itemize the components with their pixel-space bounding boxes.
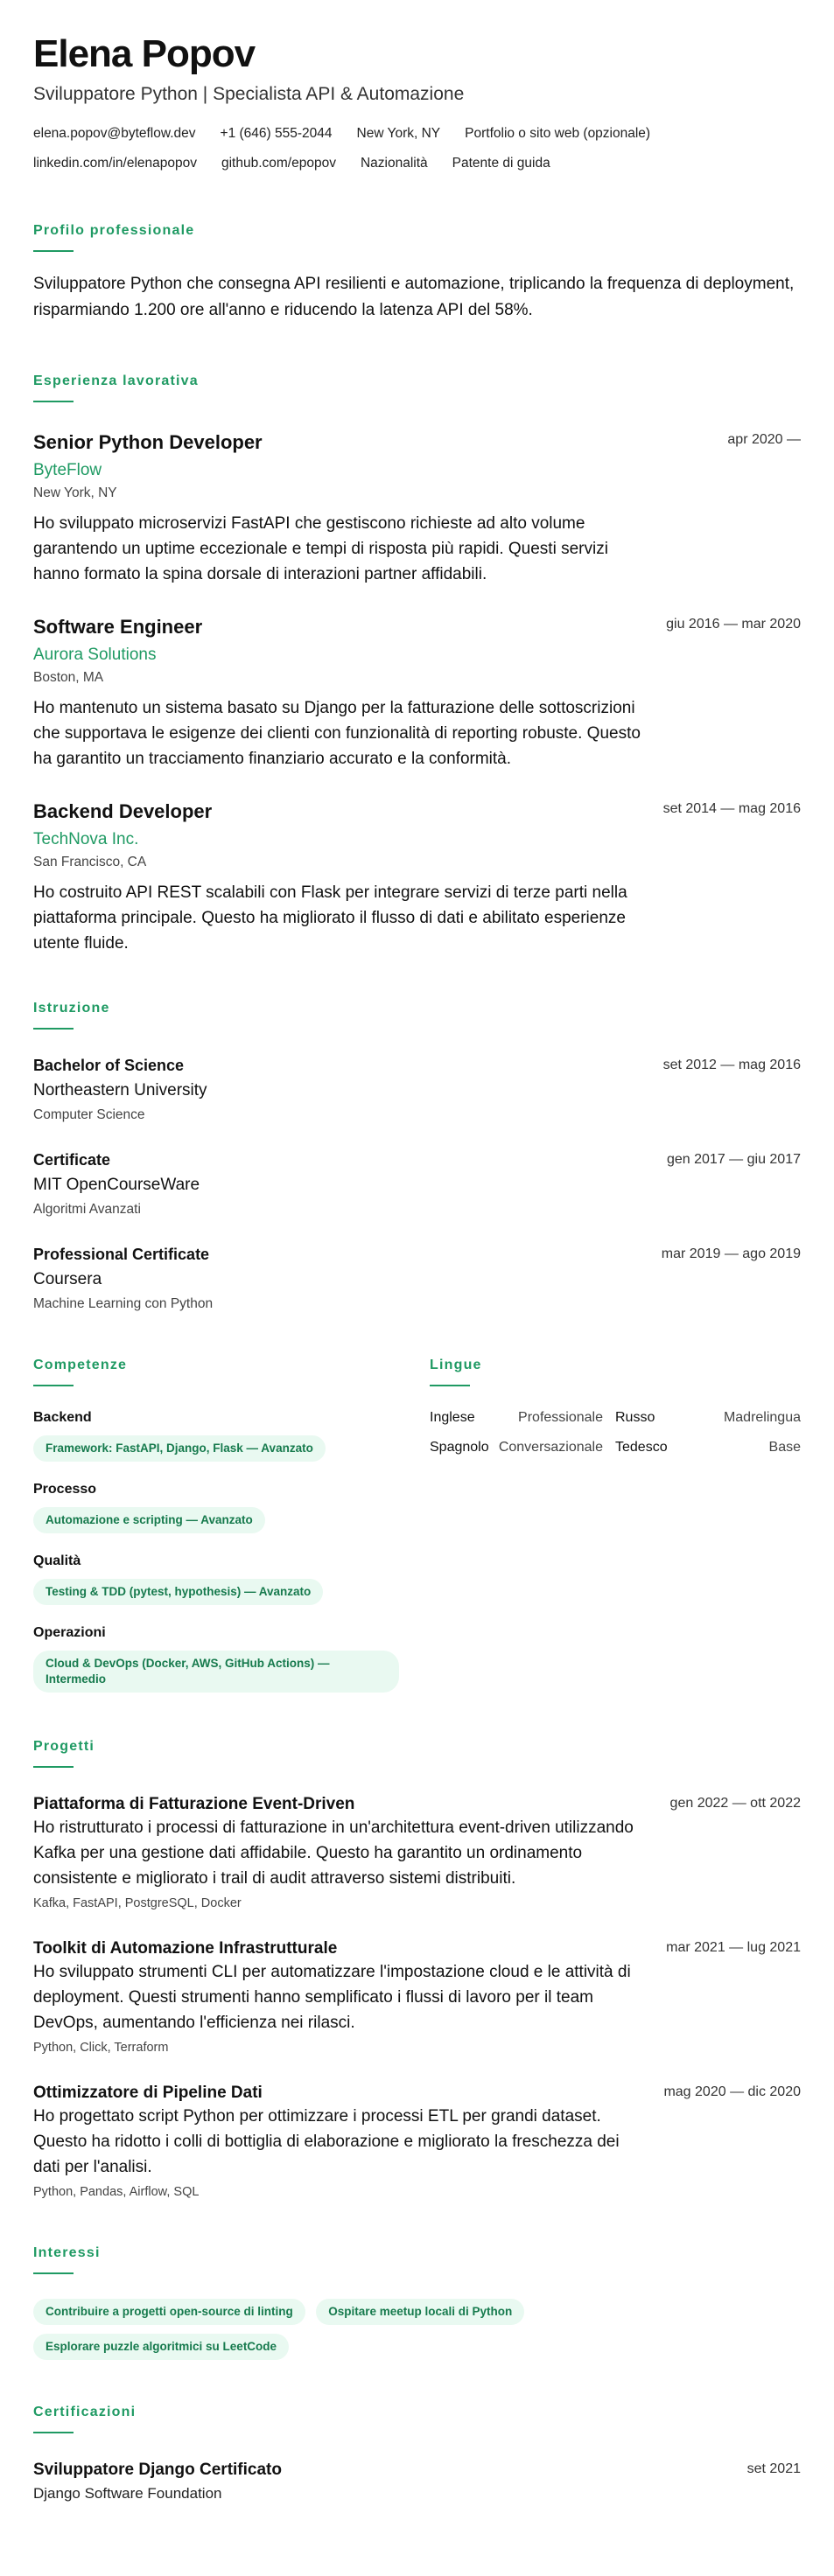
job-company: TechNova Inc. (33, 830, 139, 848)
profile-summary: Sviluppatore Python che consegna API resilienti e automazione, triplicando la frequenza di deployment, risparmiando 1.200 ore all'anno e riducendo la latenza API del 58%. (33, 275, 795, 319)
language-level: Base (768, 1440, 801, 1455)
section-divider (33, 1028, 74, 1030)
skill-group (33, 1553, 430, 1605)
contact-email[interactable]: elena.popov@byteflow.dev (33, 126, 196, 141)
education-school: MIT OpenCourseWare (33, 1176, 200, 1194)
section-divider (33, 1385, 74, 1386)
section-divider (33, 2272, 74, 2274)
education-degree: Bachelor of Science (33, 1057, 185, 1074)
education-entry (33, 1245, 801, 1313)
skill-chip: Framework: FastAPI, Django, Flask — Avanzato (33, 1435, 326, 1462)
skills-languages-row (33, 1357, 801, 1693)
job-location: Boston, MA (33, 670, 104, 685)
job-description: Ho costruito API REST scalabili con Flask per integrare servizi di terze parti nella piattaforma principale. Questo ha migliorato il flusso di dati e abilitato esperienze utente fluide. (33, 883, 627, 953)
section-heading: Certificazioni (33, 2405, 137, 2419)
language-name: Russo (615, 1410, 655, 1425)
language-level: Madrelingua (723, 1410, 801, 1425)
project-entry (33, 1794, 801, 1912)
contact-portfolio[interactable]: Portfolio o sito web (opzionale) (465, 126, 651, 141)
interest-chip: Esplorare puzzle algoritmici su LeetCode (33, 2334, 289, 2360)
education-dates: mar 2019 — ago 2019 (661, 1246, 801, 1261)
certification-entry (33, 2460, 801, 2503)
project-dates: mag 2020 — dic 2020 (663, 2084, 801, 2099)
education-section (33, 1000, 801, 1313)
candidate-title: Sviluppatore Python | Specialista API & Automazione (33, 84, 465, 104)
job-location: San Francisco, CA (33, 855, 147, 869)
certifications-section (33, 2404, 801, 2503)
job-title: Backend Developer (33, 800, 213, 822)
job-description: Ho sviluppato microservizi FastAPI che gestiscono richieste ad alto volume garantendo un uptime eccezionale e tempi di risposta più rapidi. Questi servizi hanno formato la spina dorsale di interazioni partner affidabili. (33, 514, 608, 583)
project-description: Ho progettato script Python per ottimizzare i processi ETL per grandi dataset. Questo ha ridotto i colli di bottiglia di elaborazione e migliorato la freschezza dei dati per l'analisi. (33, 2107, 620, 2176)
skill-chip: Cloud & DevOps (Docker, AWS, GitHub Actions) — Intermedio (33, 1651, 399, 1693)
contact-list (33, 124, 803, 173)
section-divider (33, 401, 74, 402)
language-item (615, 1439, 801, 1456)
section-heading: Progetti (33, 1739, 95, 1754)
project-title: Ottimizzatore di Pipeline Dati (33, 2084, 263, 2102)
project-entry (33, 1938, 801, 2056)
section-divider (430, 1385, 470, 1386)
language-item (430, 1409, 603, 1427)
education-school: Coursera (33, 1270, 102, 1288)
section-heading: Competenze (33, 1358, 128, 1372)
interests-section (33, 2244, 801, 2360)
certification-issuer: Django Software Foundation (33, 2485, 222, 2502)
project-description: Ho ristrutturato i processi di fatturazione in un'architettura event-driven utilizzando Kafka per una gestione dati affidabile. Questo ha garantito un ordinamento consistente e migliorato i trail di audit attraverso sistemi distribuiti. (33, 1819, 634, 1888)
project-description: Ho sviluppato strumenti CLI per automatizzare l'impostazione cloud e le attività di deployment. Questi strumenti hanno semplificato i flussi di lavoro per il team DevOps, aumentando l'efficienza nei rilasci. (33, 1963, 631, 2032)
skill-group-name: Backend (33, 1410, 92, 1425)
section-heading: Esperienza lavorativa (33, 373, 199, 388)
skills-section (33, 1357, 430, 1693)
contact-linkedin[interactable]: linkedin.com/in/elenapopov (33, 156, 197, 171)
project-title: Piattaforma di Fatturazione Event-Driven (33, 1795, 355, 1813)
language-item (430, 1439, 603, 1456)
skill-group-name: Operazioni (33, 1625, 106, 1640)
job-entry (33, 615, 801, 771)
section-divider (33, 250, 74, 252)
contact-driving-license: Patente di guida (452, 156, 550, 171)
language-list (430, 1409, 801, 1456)
project-tech: Python, Pandas, Airflow, SQL (33, 2185, 200, 2199)
job-location: New York, NY (33, 485, 117, 500)
project-dates: mar 2021 — lug 2021 (666, 1940, 801, 1955)
projects-section (33, 1738, 801, 2201)
education-field: Computer Science (33, 1107, 145, 1122)
education-dates: set 2012 — mag 2016 (662, 1058, 801, 1072)
language-name: Spagnolo (430, 1440, 489, 1455)
languages-section (430, 1357, 801, 1693)
certification-name: Sviluppatore Django Certificato (33, 2461, 282, 2479)
education-degree: Certificate (33, 1151, 111, 1169)
job-company: ByteFlow (33, 461, 102, 479)
project-tech: Kafka, FastAPI, PostgreSQL, Docker (33, 1896, 242, 1910)
interest-chip: Contribuire a progetti open-source di linting (33, 2299, 305, 2325)
language-name: Inglese (430, 1410, 475, 1425)
candidate-name: Elena Popov (33, 32, 256, 75)
section-heading: Profilo professionale (33, 223, 195, 238)
contact-nationality: Nazionalità (360, 156, 428, 171)
education-degree: Professional Certificate (33, 1246, 210, 1263)
section-heading: Lingue (430, 1358, 482, 1372)
project-entry (33, 2083, 801, 2201)
section-heading: Interessi (33, 2245, 101, 2260)
language-level: Conversazionale (498, 1440, 603, 1455)
job-dates: apr 2020 — (727, 432, 801, 447)
language-name: Tedesco (615, 1440, 668, 1455)
job-entry (33, 799, 801, 956)
project-title: Toolkit di Automazione Infrastrutturale (33, 1939, 338, 1958)
section-divider (33, 2432, 74, 2433)
education-dates: gen 2017 — giu 2017 (666, 1152, 801, 1167)
skill-group (33, 1481, 430, 1533)
experience-section (33, 373, 801, 956)
contact-location: New York, NY (356, 126, 441, 141)
job-dates: giu 2016 — mar 2020 (666, 617, 801, 632)
language-item (615, 1409, 801, 1427)
skill-chip: Automazione e scripting — Avanzato (33, 1507, 265, 1533)
skill-group-name: Qualità (33, 1553, 81, 1568)
education-entry (33, 1150, 801, 1218)
job-entry (33, 430, 801, 587)
contact-phone[interactable]: +1 (646) 555-2044 (220, 126, 333, 141)
job-title: Senior Python Developer (33, 431, 263, 453)
interest-list (33, 2290, 681, 2360)
contact-github[interactable]: github.com/epopov (221, 156, 336, 171)
education-school: Northeastern University (33, 1081, 207, 1100)
interest-chip: Ospitare meetup locali di Python (316, 2299, 524, 2325)
education-field: Machine Learning con Python (33, 1296, 214, 1311)
skill-group (33, 1624, 430, 1693)
profile-section (33, 222, 801, 324)
job-title: Software Engineer (33, 616, 203, 638)
job-company: Aurora Solutions (33, 646, 157, 664)
skill-group-name: Processo (33, 1482, 97, 1497)
language-level: Professionale (518, 1410, 603, 1425)
project-tech: Python, Click, Terraform (33, 2041, 169, 2055)
education-entry (33, 1056, 801, 1124)
skill-chip: Testing & TDD (pytest, hypothesis) — Avanzato (33, 1579, 323, 1605)
section-divider (33, 1766, 74, 1768)
section-heading: Istruzione (33, 1001, 110, 1016)
project-dates: gen 2022 — ott 2022 (669, 1796, 801, 1811)
job-dates: set 2014 — mag 2016 (662, 801, 801, 816)
certification-date: set 2021 (746, 2461, 801, 2476)
skill-group (33, 1409, 430, 1462)
job-description: Ho mantenuto un sistema basato su Django per la fatturazione delle sottoscrizioni che supportava le esigenze dei clienti con funzionalità di reporting robuste. Questo ha garantito un tracciamento finanziario accurato e la conformità. (33, 699, 641, 768)
education-field: Algoritmi Avanzati (33, 1202, 141, 1217)
